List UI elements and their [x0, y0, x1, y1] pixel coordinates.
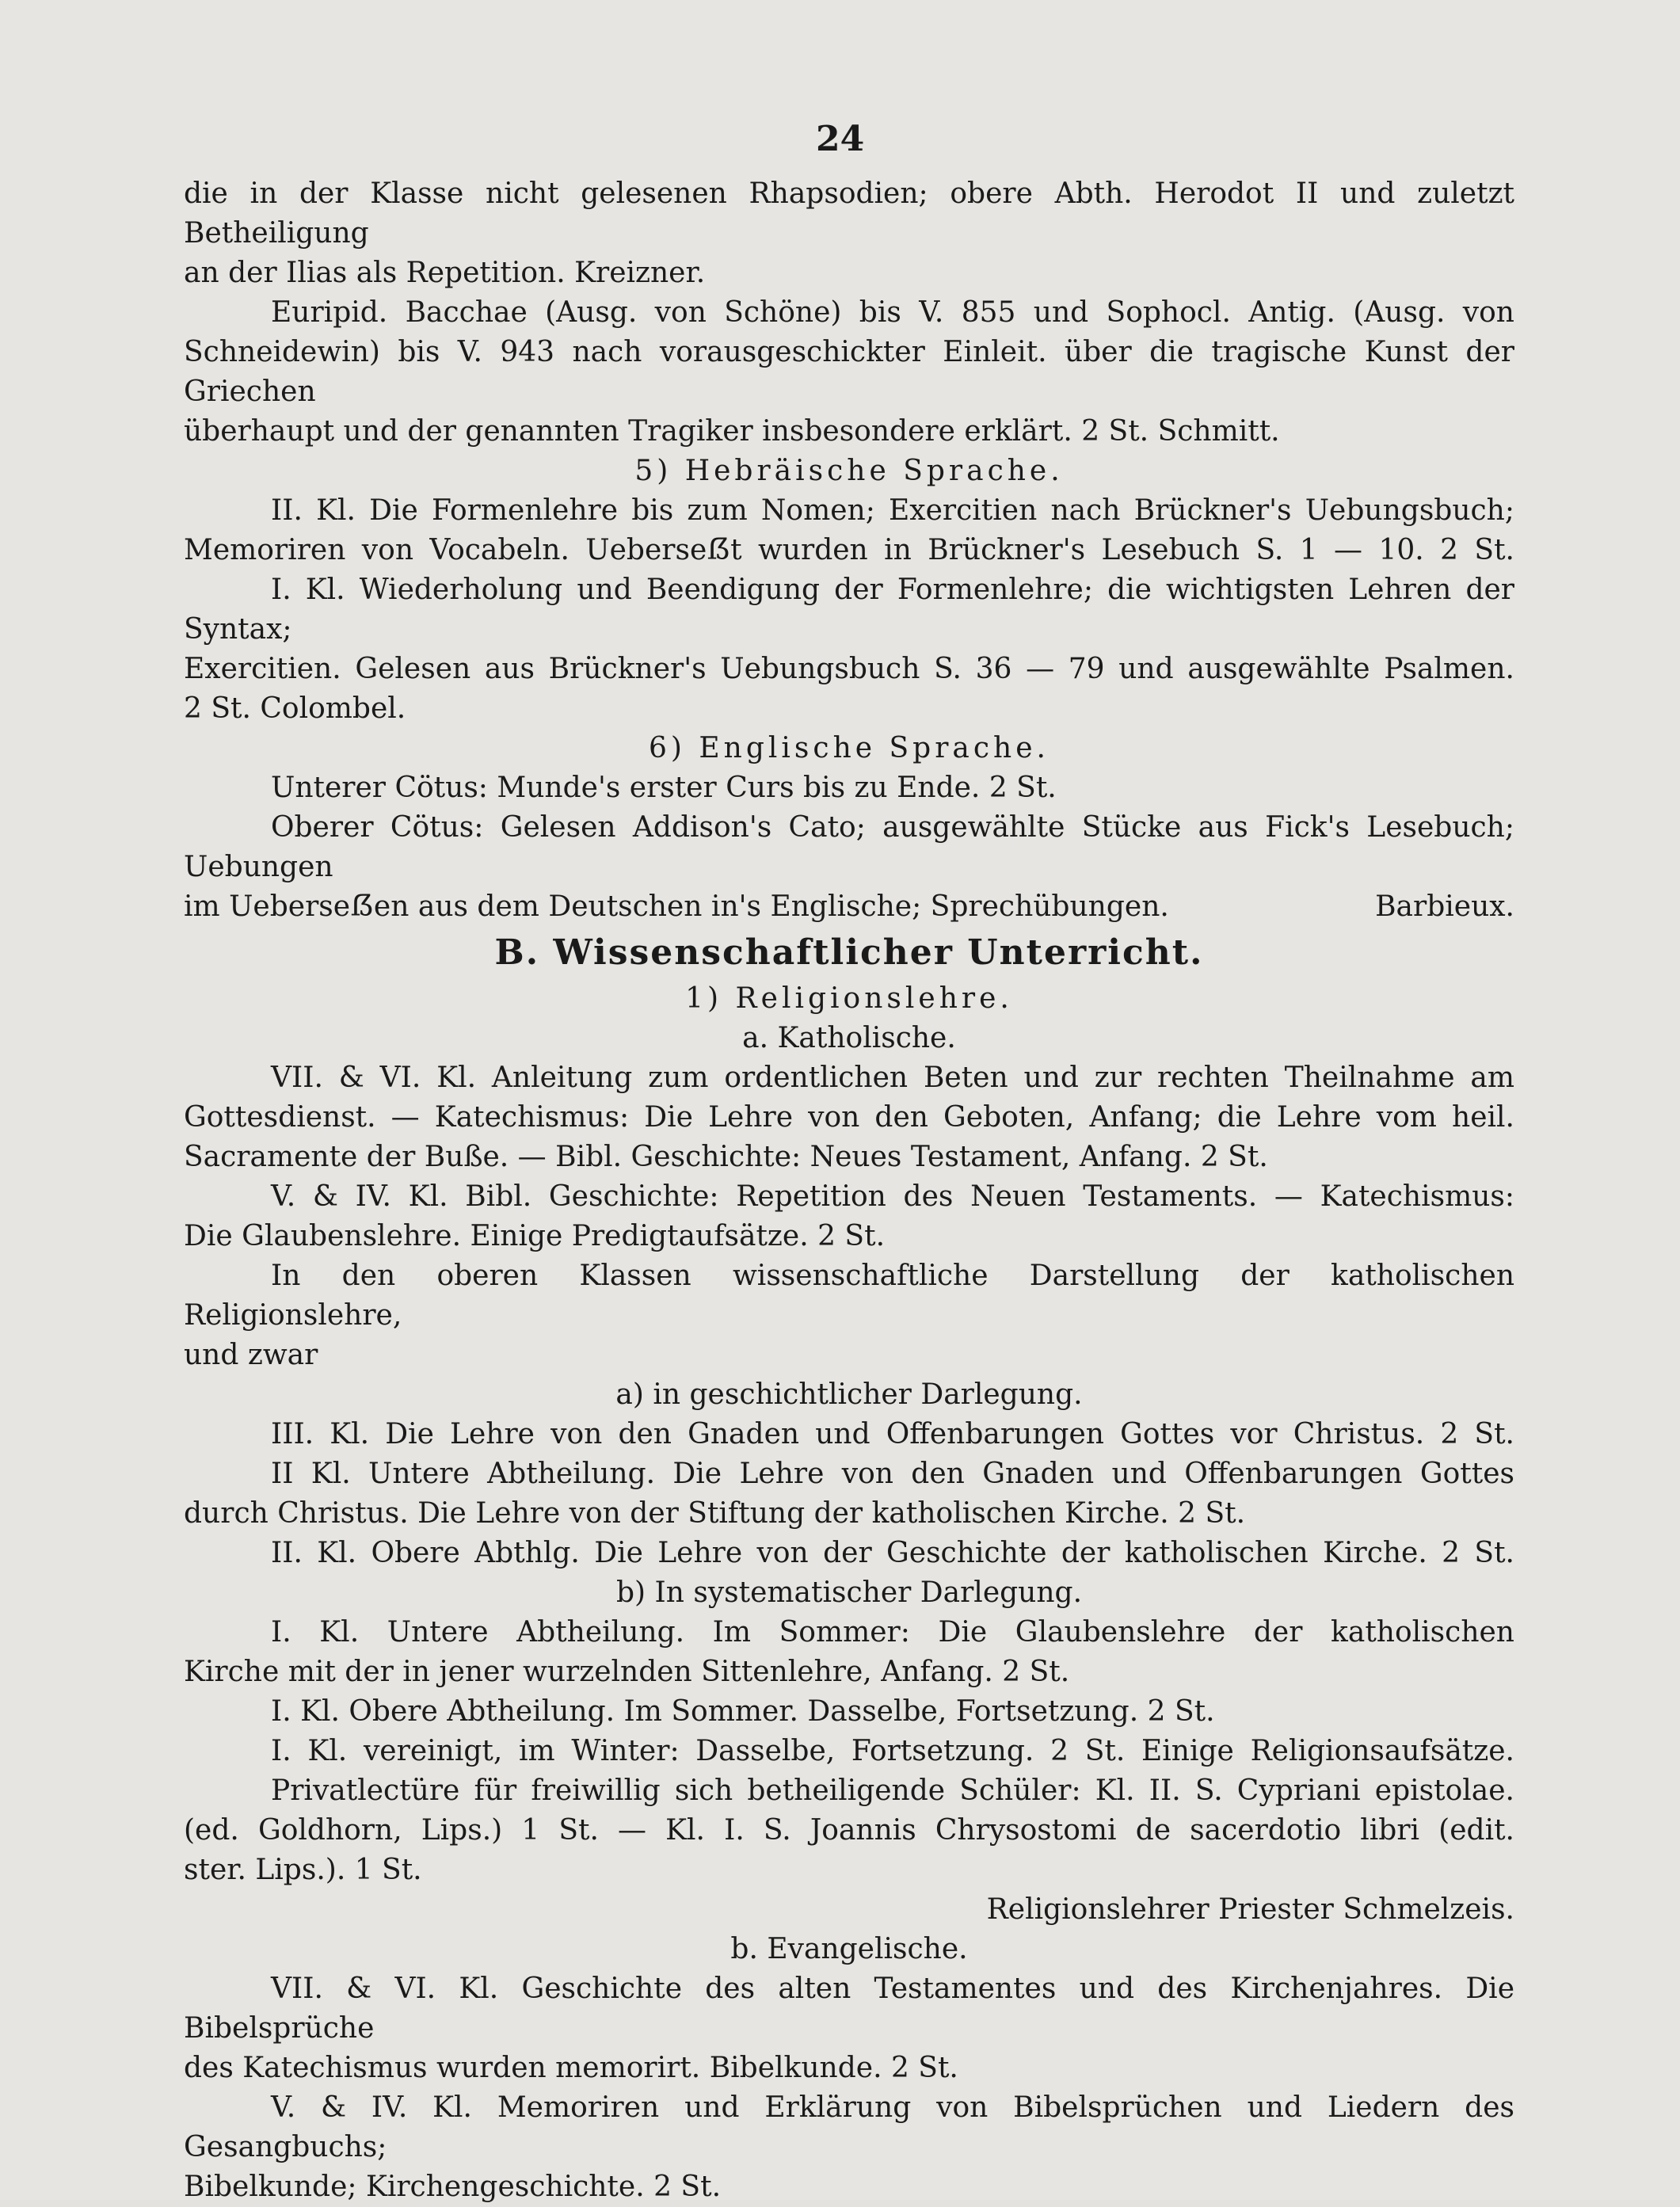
text-line: I. Kl. Wiederholung und Beendigung der Formenlehre; die wichtigsten Lehren der Syntax; [184, 574, 1514, 646]
text-line: V. & IV. Kl. Bibl. Geschichte: Repetition des Neuen Testaments. — Katechismus: [271, 1180, 1514, 1213]
text-line: Euripid. Bacchae (Ausg. von Schöne) bis V. 855 und Sophocl. Antig. (Ausg. von [271, 296, 1514, 329]
text-line: II. Kl. Die Formenlehre bis zum Nomen; Exercitien nach Brückner's Uebungsbuch; [271, 494, 1514, 527]
text-line: und zwar [184, 1339, 318, 1371]
page-number: 24 [816, 119, 865, 159]
text-line: durch Christus. Die Lehre von der Stiftung der katholischen Kirche. 2 St. [184, 1497, 1246, 1530]
text-line: 2 St. Colombel. [184, 692, 406, 725]
text-line: des Katechismus wurden memorirt. Bibelkunde. 2 St. [184, 2052, 958, 2084]
text-line: II Kl. Untere Abtheilung. Die Lehre von den Gnaden und Offenbarungen Gottes [271, 1458, 1514, 1490]
text-line-content: im Ueberseẞen aus dem Deutschen in's Englische; Sprechübungen. [184, 890, 1169, 923]
section-heading-religion: 1) Religionslehre. [685, 982, 1013, 1015]
subheading-catholic: a. Katholische. [742, 1022, 956, 1054]
text-line: VII. & VI. Kl. Geschichte des alten Testamentes und des Kirchenjahres. Die Bibelsprüche [184, 1973, 1514, 2045]
signature-barbieux: Barbieux. [1375, 890, 1514, 923]
text-line: VII. & VI. Kl. Anleitung zum ordentlichen Beten und zur rechten Theilnahme am [271, 1062, 1514, 1094]
text-line: die in der Klasse nicht gelesenen Rhapsodien; obere Abth. Herodot II und zuletzt Betheiligung [184, 177, 1514, 250]
section-heading-b: B. Wissenschaftlicher Unterricht. [494, 932, 1204, 973]
text-line: an der Ilias als Repetition. Kreizner. [184, 257, 706, 289]
text-line: ster. Lips.). 1 St. [184, 1854, 422, 1886]
text-line: In den oberen Klassen wissenschaftliche Darstellung der katholischen Religionslehre, [184, 1260, 1514, 1332]
subheading-historical: a) in geschichtlicher Darlegung. [615, 1378, 1083, 1411]
text-line: (ed. Goldhorn, Lips.) 1 St. — Kl. I. S. Joannis Chrysostomi de sacerdotio libri (edit. [184, 1814, 1514, 1847]
text-line: Exercitien. Gelesen aus Brückner's Uebungsbuch S. 36 — 79 und ausgewählte Psalmen. [184, 653, 1514, 685]
text-line: Bibelkunde; Kirchengeschichte. 2 St. [184, 2171, 722, 2203]
text-line: Unterer Cötus: Munde's erster Curs bis zu Ende. 2 St. [271, 772, 1057, 804]
text-line: V. & IV. Kl. Memoriren und Erklärung von Bibelsprüchen und Liedern des Gesangbuchs; [184, 2091, 1514, 2163]
text-line: überhaupt und der genannten Tragiker insbesondere erklärt. 2 St. Schmitt. [184, 415, 1280, 448]
section-heading-hebrew: 5) Hebräische Sprache. [634, 455, 1064, 487]
signature-schmelzeis: Religionslehrer Priester Schmelzeis. [986, 1893, 1514, 1926]
text-line: Die Glaubenslehre. Einige Predigtaufsätze. 2 St. [184, 1220, 886, 1252]
section-heading-english: 6) Englische Sprache. [649, 732, 1050, 764]
text-line: I. Kl. Obere Abtheilung. Im Sommer. Dasselbe, Fortsetzung. 2 St. [271, 1695, 1215, 1728]
text-line: Schneidewin) bis V. 943 nach vorausgeschickter Einleit. über die tragische Kunst der Griechen [184, 336, 1514, 408]
text-line: Kirche mit der in jener wurzelnden Sittenlehre, Anfang. 2 St. [184, 1656, 1070, 1688]
text-line: Privatlectüre für freiwillig sich betheiligende Schüler: Kl. II. S. Cypriani epistolae. [271, 1774, 1514, 1807]
text-line: I. Kl. vereinigt, im Winter: Dasselbe, Fortsetzung. 2 St. Einige Religionsaufsätze. [271, 1735, 1514, 1767]
text-line: Oberer Cötus: Gelesen Addison's Cato; ausgewählte Stücke aus Fick's Lesebuch; Uebungen [184, 811, 1514, 883]
body-text [184, 174, 1514, 2207]
text-line: Memoriren von Vocabeln. Ueberseẞt wurden in Brückner's Lesebuch S. 1 — 10. 2 St. [184, 534, 1514, 566]
text-line: II. Kl. Obere Abthlg. Die Lehre von der Geschichte der katholischen Kirche. 2 St. [271, 1537, 1514, 1569]
subheading-evangelical: b. Evangelische. [730, 1933, 968, 1965]
subheading-systematic: b) In systematischer Darlegung. [615, 1576, 1083, 1609]
text-line: I. Kl. Untere Abtheilung. Im Sommer: Die Glaubenslehre der katholischen [271, 1616, 1514, 1649]
text-line: Sacramente der Buße. — Bibl. Geschichte: Neues Testament, Anfang. 2 St. [184, 1141, 1268, 1173]
text-line: Gottesdienst. — Katechismus: Die Lehre von den Geboten, Anfang; die Lehre vom heil. [184, 1101, 1514, 1134]
text-line [184, 887, 1514, 927]
text-line: III. Kl. Die Lehre von den Gnaden und Offenbarungen Gottes vor Christus. 2 St. [271, 1418, 1514, 1450]
